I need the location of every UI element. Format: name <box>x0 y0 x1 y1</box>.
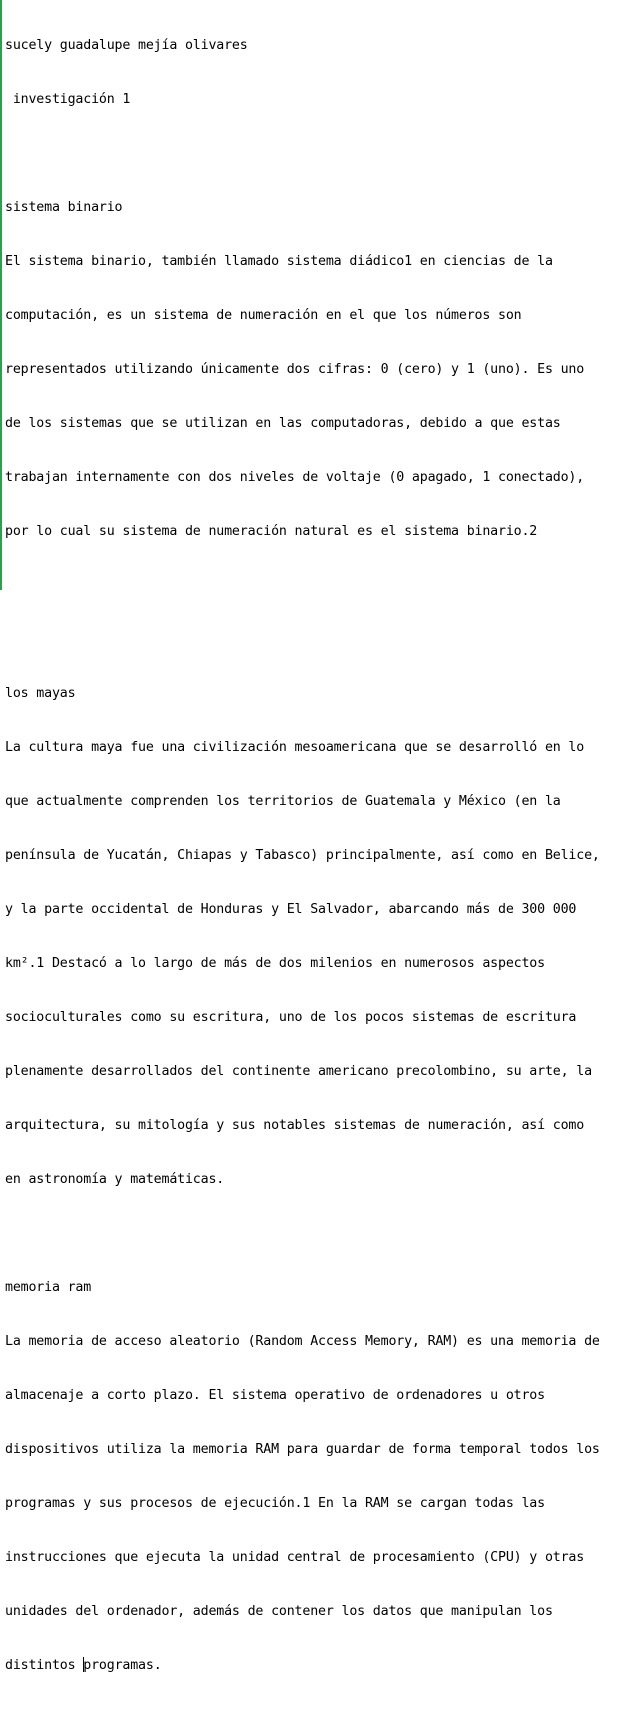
text-line: computación, es un sistema de numeración en el que los números son <box>5 308 522 323</box>
document-text[interactable] <box>5 1 623 1711</box>
text-line <box>5 577 623 595</box>
text-line: en astronomía y matemáticas. <box>5 1172 225 1187</box>
text-line: península de Yucatán, Chiapas y Tabasco) principalmente, así como en Belice, <box>5 848 600 863</box>
author-line: sucely guadalupe mejía olivares <box>5 38 248 53</box>
heading-los-mayas: los mayas <box>5 686 76 701</box>
heading-sistema-binario: sistema binario <box>5 200 123 215</box>
heading-memoria-ram: memoria ram <box>5 1280 92 1295</box>
text-line: El sistema binario, también llamado sistema diádico1 en ciencias de la <box>5 254 553 269</box>
subtitle-line: investigación 1 <box>5 92 131 107</box>
text-line: instrucciones que ejecuta la unidad central de procesamiento (CPU) y otras <box>5 1550 585 1565</box>
text-line <box>5 631 623 649</box>
editor-left-border <box>0 0 2 590</box>
text-line <box>5 145 623 163</box>
text-line: La cultura maya fue una civilización mesoamericana que se desarrolló en lo <box>5 740 585 755</box>
text-line: unidades del ordenador, además de contener los datos que manipulan los <box>5 1604 553 1619</box>
text-line: plenamente desarrollados del continente americano precolombino, su arte, la <box>5 1064 592 1079</box>
text-after-caret: programas. <box>83 1658 162 1673</box>
text-line: dispositivos utiliza la memoria RAM para guardar de forma temporal todos los <box>5 1442 600 1457</box>
text-line: trabajan internamente con dos niveles de voltaje (0 apagado, 1 conectado), <box>5 470 585 485</box>
last-text-line <box>5 1657 623 1675</box>
text-line: socioculturales como su escritura, uno de los pocos sistemas de escritura <box>5 1010 577 1025</box>
text-line: km².1 Destacó a lo largo de más de dos milenios en numerosos aspectos <box>5 956 545 971</box>
text-line: almacenaje a corto plazo. El sistema operativo de ordenadores u otros <box>5 1388 545 1403</box>
text-line: La memoria de acceso aleatorio (Random Access Memory, RAM) es una memoria de <box>5 1334 600 1349</box>
text-line: representados utilizando únicamente dos cifras: 0 (cero) y 1 (uno). Es uno <box>5 362 585 377</box>
text-line: y la parte occidental de Honduras y El Salvador, abarcando más de 300 000 <box>5 902 577 917</box>
text-before-caret: distintos <box>5 1658 84 1673</box>
text-line: de los sistemas que se utilizan en las computadoras, debido a que estas <box>5 416 561 431</box>
text-line <box>5 1225 623 1243</box>
text-line: arquitectura, su mitología y sus notables sistemas de numeración, así como <box>5 1118 585 1133</box>
text-line: programas y sus procesos de ejecución.1 En la RAM se cargan todas las <box>5 1496 545 1511</box>
text-line: que actualmente comprenden los territorios de Guatemala y México (en la <box>5 794 561 809</box>
text-line: por lo cual su sistema de numeración natural es el sistema binario.2 <box>5 524 538 539</box>
